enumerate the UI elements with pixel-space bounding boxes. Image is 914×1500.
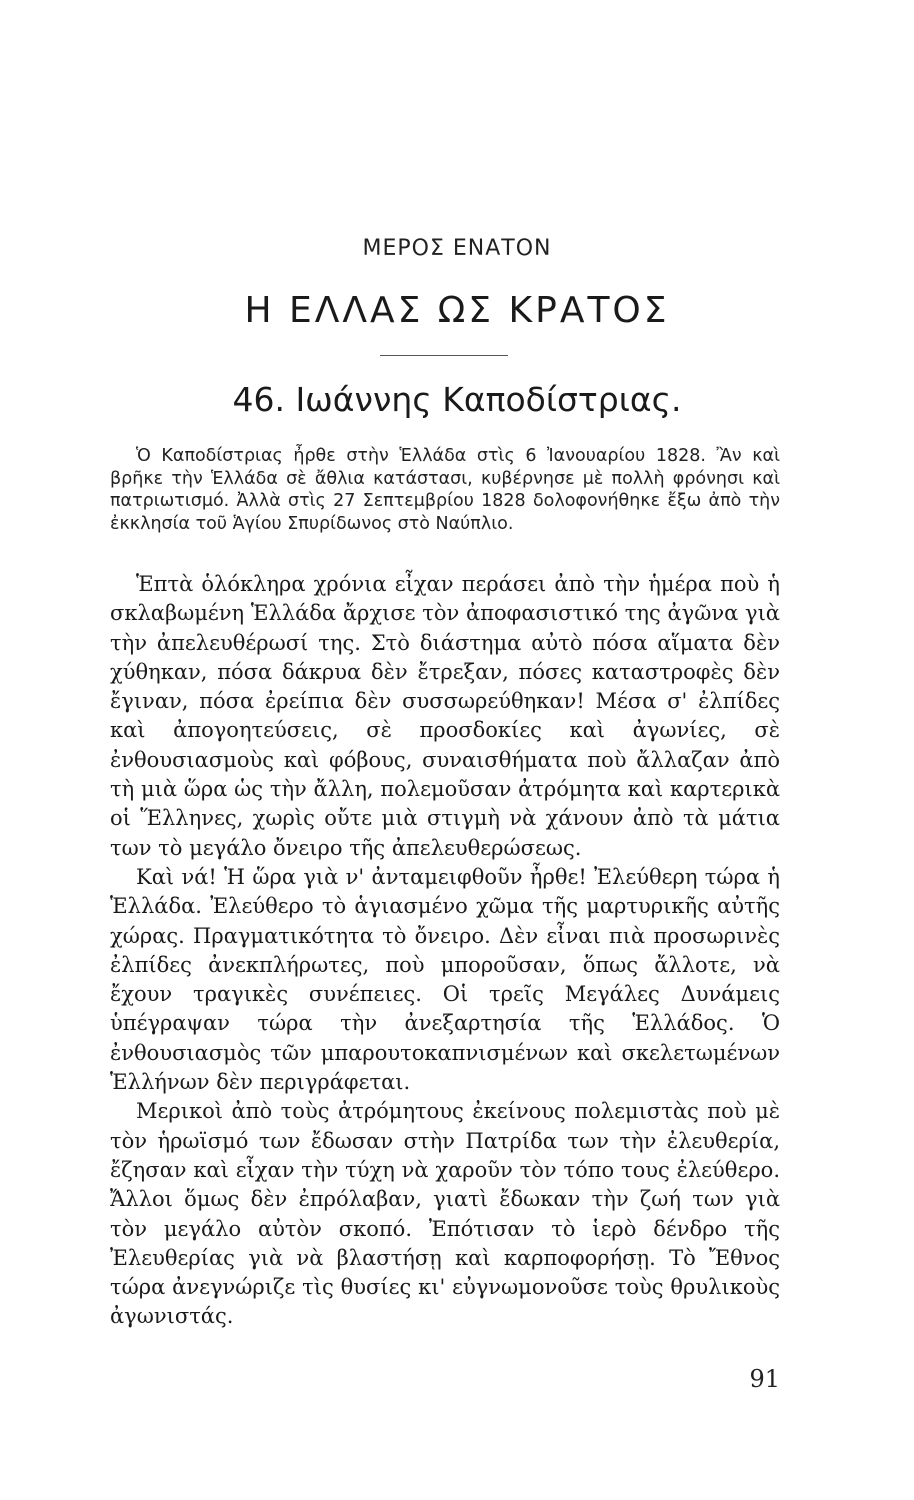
- paragraph-1: Ἑπτὰ ὁλόκληρα χρόνια εἶχαν περάσει ἀπὸ τὴν ἡμέρα ποὺ ἡ σκλαβωμένη Ἑλλάδα ἄρχισε τὸν ἀποφασιστικό της ἀγῶνα γιὰ τὴν ἀπελευθέρωσί της. Στὸ διάστημα αὐτὸ πόσα αἵματα δὲν χύθηκαν, πόσα δάκρυα δὲν ἔτρεξαν, πόσες καταστροφὲς δὲν ἔγιναν, πόσα ἐρείπια δὲν συσσωρεύθηκαν! Μέσα σ' ἐλπίδες καὶ ἀπογοητεύσεις, σὲ προσδοκίες καὶ ἀγωνίες, σὲ ἐνθουσιασμοὺς καὶ φόβους, συναισθήματα ποὺ ἄλλαζαν ἀπὸ τὴ μιὰ ὥρα ὡς τὴν ἄλλη, πολεμοῦσαν ἀτρόμητα καὶ καρτερικὰ οἱ Ἕλληνες, χωρὶς οὔτε μιὰ στιγμὴ νὰ χάνουν ἀπὸ τὰ μάτια των τὸ μεγάλο ὄνειρο τῆς ἀπελευθερώσεως.: [110, 572, 780, 860]
- main-title: Η ΕΛΛΑΣ ΩΣ ΚΡΑΤΟΣ: [244, 290, 670, 331]
- chapter-summary: Ὁ Καποδίστριας ἦρθε στὴν Ἑλλάδα στὶς 6 Ἰανουαρίου 1828. Ἂν καὶ βρῆκε τὴν Ἑλλάδα σὲ ἄθλια κατάστασι, κυβέρνησε μὲ πολλὴ φρόνησι καὶ πατριωτισμό. Ἀλλὰ στὶς 27 Σεπτεμβρίου 1828 δολοφονήθηκε ἔξω ἀπὸ τὴν ἐκκλησία τοῦ Ἁγίου Σπυρίδωνος στὸ Ναύπλιο.: [110, 446, 780, 534]
- paragraph-3: Μερικοὶ ἀπὸ τοὺς ἀτρόμητους ἐκείνους πολεμιστὰς ποὺ μὲ τὸν ἡρωϊσμό των ἔδωσαν στὴν Πατρίδα των τὴν ἐλευθερία, ἔζησαν καὶ εἶχαν τὴν τύχη νὰ χαροῦν τὸν τόπο τους ἐλεύθερο. Ἄλλοι ὅμως δὲν ἐπρόλαβαν, γιατὶ ἔδωκαν τὴν ζωή των γιὰ τὸν μεγάλο αὐτὸν σκοπό. Ἐπότισαν τὸ ἱερὸ δένδρο τῆς Ἐλευθερίας γιὰ νὰ βλαστήσῃ καὶ καρποφορήσῃ. Τὸ Ἔθνος τώρα ἀνεγνώριζε τὶς θυσίες κι' εὐγνωμονοῦσε τοὺς θρυλικοὺς ἀγωνιστάς.: [110, 1099, 780, 1329]
- paragraph-2: Καὶ νά! Ἡ ὥρα γιὰ ν' ἀνταμειφθοῦν ἦρθε! Ἐλεύθερη τώρα ἡ Ἑλλάδα. Ἐλεύθερο τὸ ἁγιασμένο χῶμα τῆς μαρτυρικῆς αὐτῆς χώρας. Πραγματικότητα τὸ ὄνειρο. Δὲν εἶναι πιὰ προσωρινὲς ἐλπίδες ἀνεκπλήρωτες, ποὺ μποροῦσαν, ὅπως ἄλλοτε, νὰ ἔχουν τραγικὲς συνέπειες. Οἱ τρεῖς Μεγάλες Δυνάμεις ὑπέγραψαν τώρα τὴν ἀνεξαρτησία τῆς Ἑλλάδος. Ὁ ἐνθουσιασμὸς τῶν μπαρουτοκαπνισμένων καὶ σκελετωμένων Ἑλλήνων δὲν περιγράφεται.: [110, 864, 780, 1095]
- title-divider: [380, 355, 508, 356]
- body-text: [110, 570, 780, 1332]
- page-number: 91: [749, 1365, 780, 1393]
- chapter-title: 46. Ιωάννης Καποδίστριας.: [232, 380, 682, 419]
- part-heading: ΜΕΡΟΣ ΕΝΑΤΟΝ: [362, 236, 552, 261]
